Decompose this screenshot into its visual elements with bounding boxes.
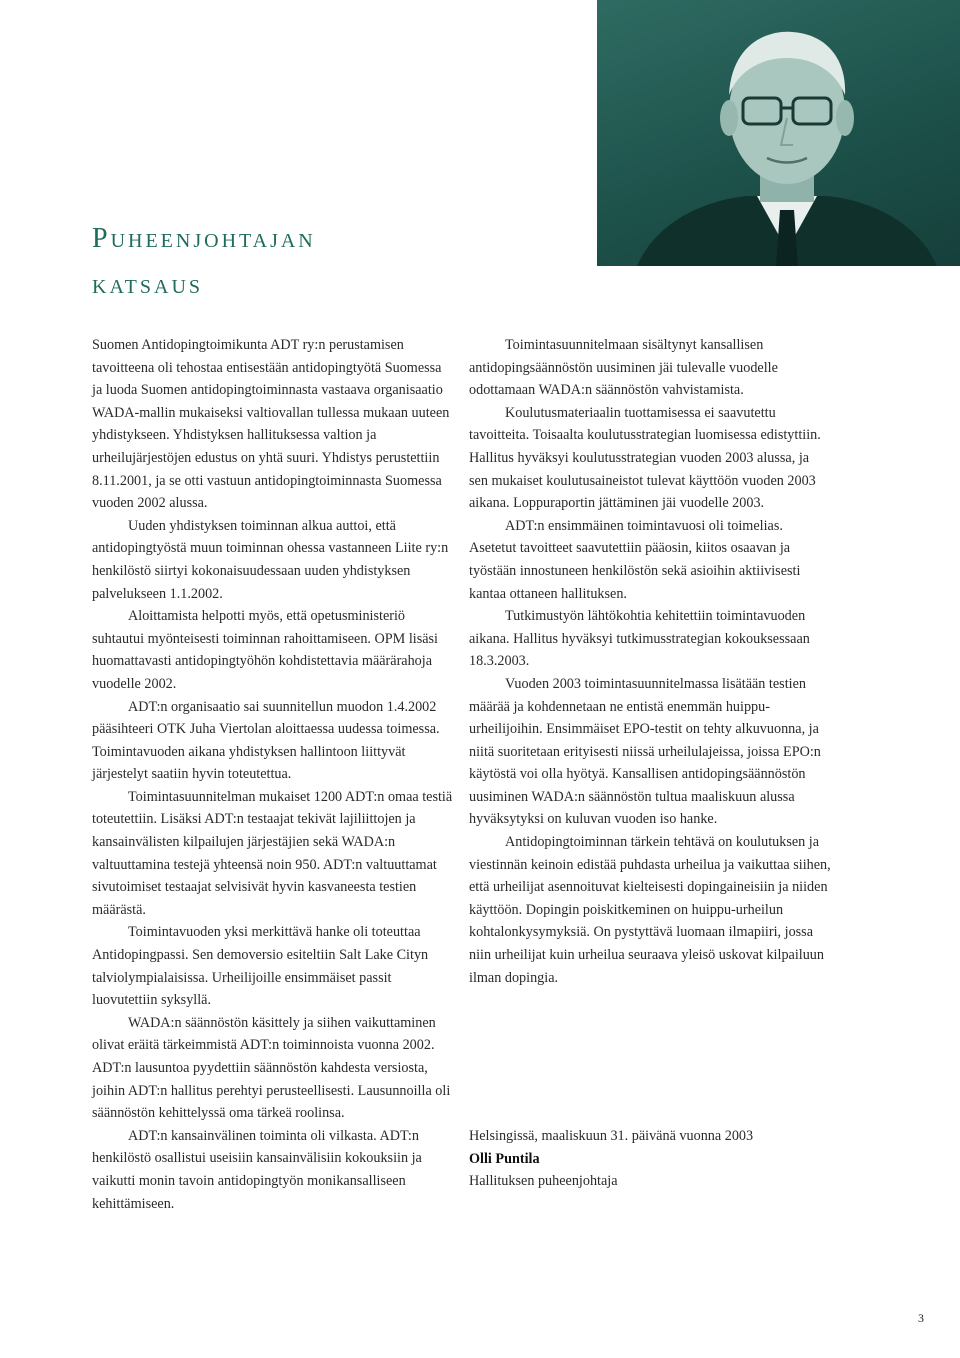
left-paragraph: ADT:n organisaatio sai suunnitellun muodon 1.4.2002 pääsihteeri OTK Juha Viertolan aloittaessa uudessa toimessa. Toimintavuoden aikana yhdistyksen hallintoon liittyvät järjestelyt saatiin hyvin toteutettua. <box>92 698 440 783</box>
left-paragraph: ADT:n kansainvälinen toiminta oli vilkasta. ADT:n henkilöstö osallistui useisiin kansainvälisiin kokouksiin ja vaikutti monin tavoin antidopingtyön monikansalliseen kehittämiseen. <box>92 1127 422 1212</box>
right-paragraph: Vuoden 2003 toimintasuunnitelmassa lisätään testien määrää ja kohdennetaan ne entistä enemmän huippu-urheilijoihin. Ensimmäiset EPO-testit on tehty alkuvuonna, ja niitä suoritetaan erityisesti niissä urheilulajeissa, joissa EPO:n käytöstä voi olla hyötyä. Kansallisen antidopingsäännöstön uusiminen WADA:n säännöstön tultua maaliskuun alussa hyväksytyksi on kuluvan vuoden iso hanke. <box>469 675 821 828</box>
page-number: 3 <box>918 1311 924 1325</box>
left-text-column <box>92 334 454 1215</box>
page-title <box>92 216 316 308</box>
chairman-portrait-photo <box>597 0 960 266</box>
left-paragraph: Toimintasuunnitelman mukaiset 1200 ADT:n omaa testiä toteutettiin. Lisäksi ADT:n testaajat tekivät lajiliittojen ja kansainvälisten kilpailujen järjestäjien sekä WADA:n valtuuttamina testejä yhteensä noin 950. ADT:n valtuuttamat sivutoimiset testaajat selvisivät hyvin kasvaneesta testien määrästä. <box>92 788 453 918</box>
page-title-line-2: katsaus <box>92 269 204 300</box>
right-paragraph: Toimintasuunnitelmaan sisältynyt kansallisen antidopingsäännöstön uusiminen jäi tulevalle vuodelle odottamaan WADA:n säännöstön vahvistamista. <box>469 337 778 399</box>
left-paragraph: WADA:n säännöstön käsittely ja siihen vaikuttaminen olivat eräitä tärkeimmistä ADT:n toiminnoista vuonna 2002. ADT:n lausuntoa pyydettiin säännöstön kahdesta versiosta, joihin ADT:n hallitus perehtyi perusteellisesti. Lausunnoilla oli säännöstön kehittelyssä oma tärkeä roolinsa. <box>92 1014 451 1122</box>
left-paragraph: Aloittamista helpotti myös, että opetusministeriö suhtautui myönteisesti toiminnan rahoittamiseen. OPM lisäsi huomattavasti antidopingtyöhön kohdistettavia määrärahoja vuodelle 2002. <box>92 608 438 692</box>
left-paragraph: Toimintavuoden yksi merkittävä hanke oli toteuttaa Antidopingpassi. Sen demoversio esiteltiin Salt Lake Cityn talviolympialaisissa. Urheilijoille ensimmäiset passit luovutettiin syksyllä. <box>92 924 429 1009</box>
signature-role: Hallituksen puheenjohtaja <box>469 1173 618 1190</box>
signature-name: Olli Puntila <box>469 1150 540 1167</box>
right-paragraph: Antidopingtoiminnan tärkein tehtävä on koulutuksen ja viestinnän keinoin edistää puhdasta urheilua ja vaikuttaa siihen, että urheilijat asennoituvat kielteisesti dopingaineisiin ja niiden käyttöön. Dopingin poiskitkeminen on huippu-urheilun kohtalonkysymyksiä. On pystyttävä luomaan ilmapiiri, jossa niin urheilijat kuin urheilua seuraava yleisö uskovat kilpailuun ilman dopingia. <box>469 834 831 986</box>
right-paragraph: Koulutusmateriaalin tuottamisessa ei saavutettu tavoitteita. Toisaalta koulutusstrategian luomisessa edistyttiin. Hallitus hyväksyi koulutusstrategian vuoden 2003 alussa, ja sen mukaiset koulutusaineistot tulevat käyttöön vuoden 2003 aikana. Loppuraportin jättäminen jäi vuodelle 2003. <box>469 404 821 512</box>
page-title-line-1: Puheenjohtajan <box>92 223 316 254</box>
right-text-column <box>469 334 831 989</box>
left-paragraph: Suomen Antidopingtoimikunta ADT ry:n perustamisen tavoitteena oli tehostaa entisestään antidopingtyötä Suomessa ja luoda Suomen antidopingtoiminnasta vastaava organisaatio WADA-mallin mukaiseksi valtiovallan tullessa mukaan uuteen yhdistykseen. Yhdistyksen hallituksessa valtion ja urheilujärjestöjen edustus on yhtä suuri. Yhdistys perustettiin 8.11.2001, ja se otti vastuun antidopingtoiminnasta Suomessa vuoden 2002 alussa. <box>92 337 450 512</box>
portrait-image <box>597 0 960 266</box>
signature-block <box>469 1125 829 1193</box>
right-paragraph: Tutkimustyön lähtökohtia kehitettiin toimintavuoden aikana. Hallitus hyväksyi tutkimusstrategian kokouksessaan 18.3.2003. <box>469 608 810 670</box>
left-paragraph: Uuden yhdistyksen toiminnan alkua auttoi, että antidopingtyöstä muun toiminnan ohessa vastanneen Liite ry:n henkilöstö siirtyi kokonaisuudessaan uuden yhdistyksen palvelukseen 1.1.2002. <box>92 517 449 602</box>
signature-place-date: Helsingissä, maaliskuun 31. päivänä vuonna 2003 <box>469 1128 754 1144</box>
right-paragraph: ADT:n ensimmäinen toimintavuosi oli toimelias. Asetetut tavoitteet saavutettiin pääosin, kiitos osaavan ja työstään innostuneen henkilöstön sekä asioihin aktiivisesti kantaa ottaneen hallituksen. <box>469 517 801 602</box>
